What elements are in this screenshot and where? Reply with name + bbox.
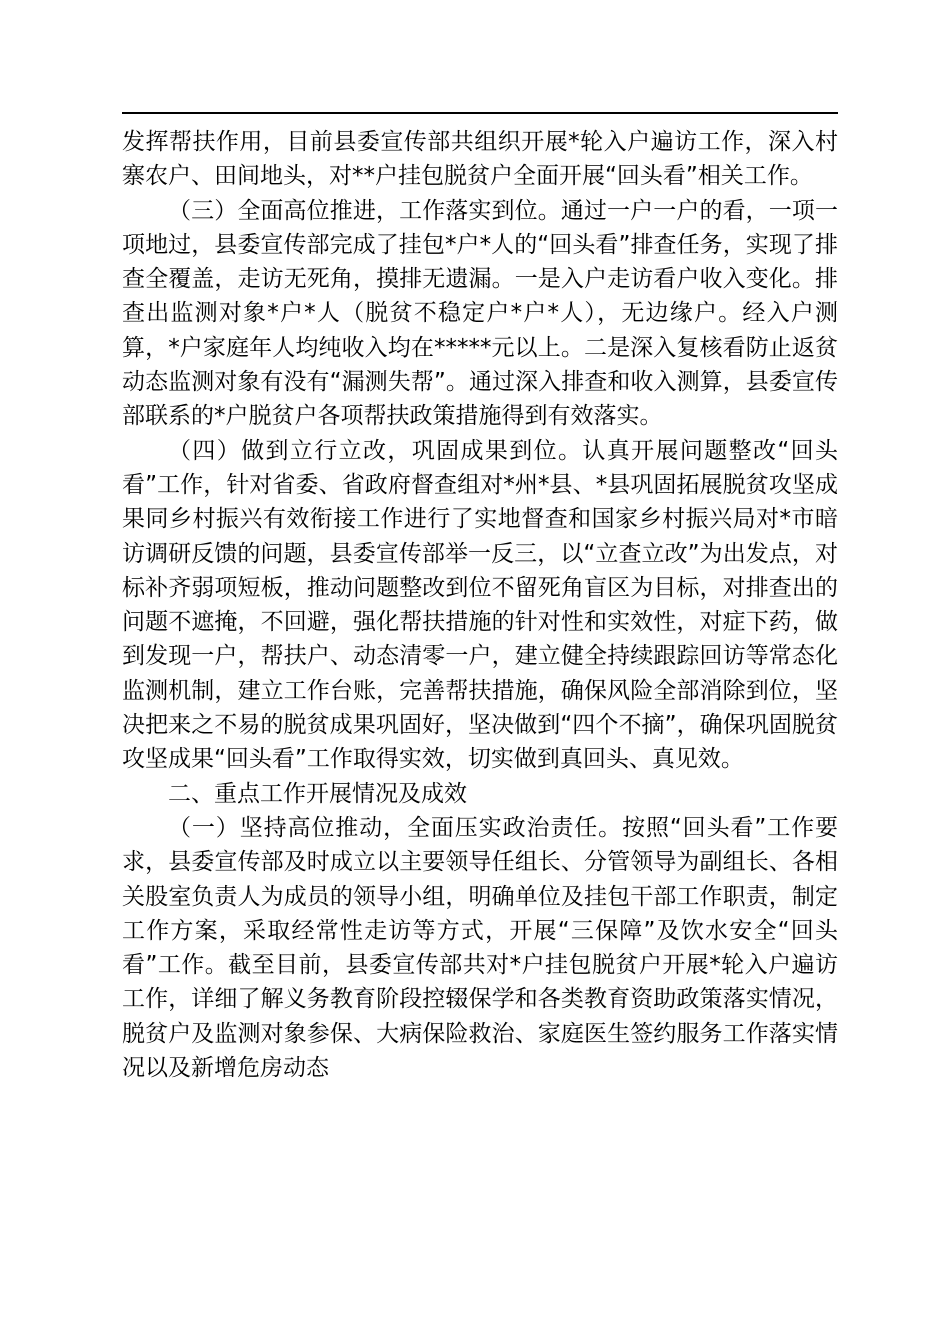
paragraph-continuation: 发挥帮扶作用，目前县委宣传部共组织开展*轮入户遍访工作，深入村寨农户、田间地头，对**户挂包脱贫户全面开展“回头看”相关工作。 xyxy=(122,129,838,190)
section-heading-2: 二、重点工作开展情况及成效 xyxy=(168,780,467,807)
paragraph-section-3: （三）全面高位推进，工作落实到位。通过一户一户的看，一项一项地过，县委宣传部完成了挂包*户*人的“回头看”排查任务，实现了排查全覆盖，走访无死角，摸排无遗漏。一是入户走访看户收入变化。排查出监测对象*户*人（脱贫不稳定户*户*人），无边缘户。经入户测算，*户家庭年人均纯收入均在*****元以上。二是深入复核看防止返贫动态监测对象有没有“漏测失帮”。通过深入排查和收入测算，县委宣传部联系的*户脱贫户各项帮扶政策措施得到有效落实。 xyxy=(122,197,838,430)
document-body xyxy=(122,125,838,1085)
paragraph-subsection-1: （一）坚持高位推动，全面压实政治责任。按照“回头看”工作要求，县委宣传部及时成立以主要领导任组长、分管领导为副组长、各相关股室负责人为成员的领导小组，明确单位及挂包干部工作职责，制定工作方案，采取经常性走访等方式，开展“三保障”及饮水安全“回头看”工作。截至目前，县委宣传部共对*户挂包脱贫户开展*轮入户遍访工作，详细了解义务教育阶段控辍保学和各类教育资助政策落实情况，脱贫户及监测对象参保、大病保险救治、家庭医生签约服务工作落实情况以及新增危房动态 xyxy=(122,814,838,1082)
paragraph-section-4: （四）做到立行立改，巩固成果到位。认真开展问题整改“回头看”工作，针对省委、省政府督查组对*州*县、*县巩固拓展脱贫攻坚成果同乡村振兴有效衔接工作进行了实地督查和国家乡村振兴局对*市暗访调研反馈的问题，县委宣传部举一反三，以“立查立改”为出发点，对标补齐弱项短板，推动问题整改到位不留死角盲区为目标，对排查出的问题不遮掩，不回避，强化帮扶措施的针对性和实效性，对症下药，做到发现一户，帮扶户、动态清零一户，建立健全持续跟踪回访等常态化监测机制，建立工作台账，完善帮扶措施，确保风险全部消除到位，坚决把来之不易的脱贫成果巩固好，坚决做到“四个不摘”，确保巩固脱贫攻坚成果“回头看”工作取得实效，切实做到真回头、真见效。 xyxy=(122,437,838,773)
header-rule xyxy=(122,112,838,114)
